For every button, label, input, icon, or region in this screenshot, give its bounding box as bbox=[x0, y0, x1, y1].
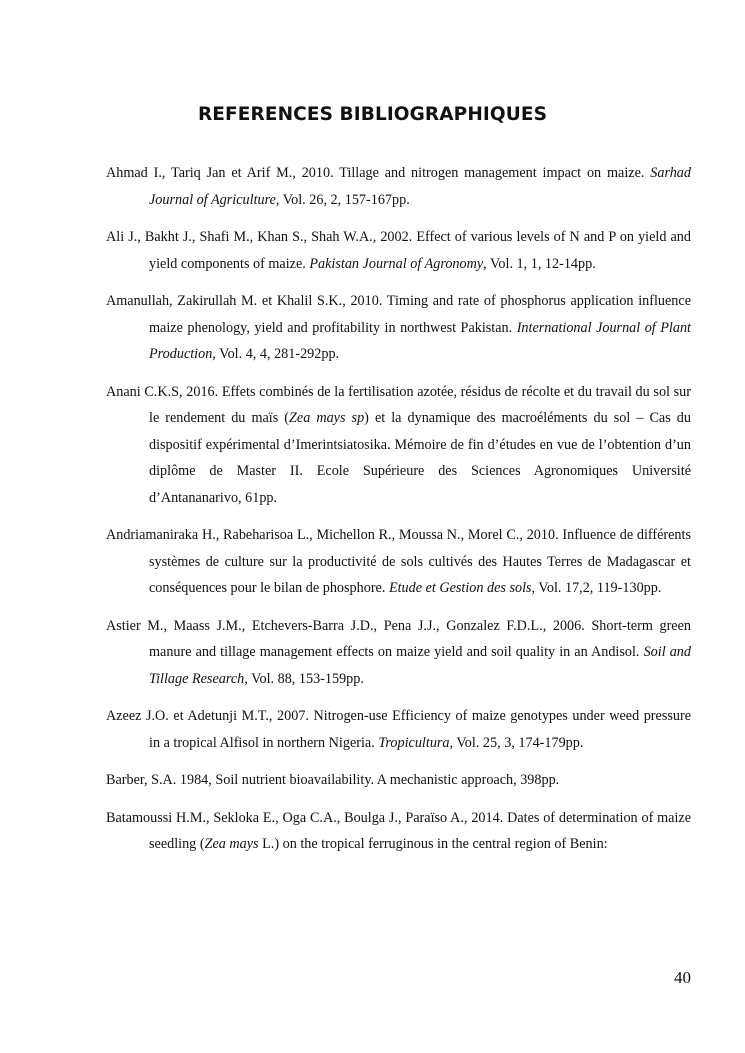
reference-species: Zea mays bbox=[204, 836, 259, 852]
reference-text: Anani C.K.S, 2016. Effets combinés de la fertilisation azotée, résidus de récolte et du travail du sol sur le rendement du maïs ( bbox=[106, 383, 691, 426]
reference-entry bbox=[106, 288, 691, 368]
page-title: REFERENCES BIBLIOGRAPHIQUES bbox=[197, 104, 548, 125]
reference-details: , Vol. 26, 2, 157-167pp. bbox=[275, 191, 410, 208]
reference-text: Batamoussi H.M., Sekloka E., Oga C.A., Boulga J., Paraïso A., 2014. Dates of determination of maize seedling ( bbox=[106, 809, 691, 852]
reference-details: ) et la dynamique des macroéléments du sol – Cas du dispositif expérimental d’Imerintsiatosika. Mémoire de fin d’études en vue de l’obtention d’un diplôme de Master II. Ecole Supérieure des Sciences Agronomiques Université d’Antananarivo, 61pp. bbox=[149, 410, 691, 506]
reference-text: Amanullah, Zakirullah M. et Khalil S.K., 2010. Timing and rate of phosphorus application influence maize phenology, yield and profitability in northwest Pakistan. bbox=[106, 293, 691, 336]
reference-journal: Pakistan Journal of Agronomy bbox=[309, 255, 484, 272]
reference-journal: Soil and Tillage Research bbox=[149, 644, 691, 687]
reference-details: , Vol. 88, 153-159pp. bbox=[244, 670, 364, 687]
reference-entry bbox=[106, 160, 691, 213]
reference-list bbox=[106, 160, 691, 869]
reference-entry bbox=[106, 767, 691, 794]
reference-text: Andriamaniraka H., Rabeharisoa L., Michellon R., Moussa N., Morel C., 2010. Influence de différents systèmes de culture sur la productivité de sols cultivés des Hautes Terres de Madagascar et conséquences pour le bilan de phosphore. bbox=[106, 527, 691, 596]
reference-details: L.) on the tropical ferruginous in the central region of Benin: bbox=[258, 836, 608, 852]
reference-details: , Vol. 25, 3, 174-179pp. bbox=[449, 734, 584, 751]
reference-journal: Etude et Gestion des sols bbox=[388, 580, 532, 596]
reference-entry bbox=[106, 379, 691, 512]
reference-species: Zea mays sp bbox=[289, 410, 365, 426]
reference-entry bbox=[106, 613, 691, 693]
reference-text: Astier M., Maass J.M., Etchevers-Barra J.D., Pena J.J., Gonzalez F.D.L., 2006. Short-term green manure and tillage management effects on maize yield and soil quality in an Andisol. bbox=[106, 617, 691, 660]
page-number: 40 bbox=[674, 968, 691, 987]
reference-journal: Sarhad Journal of Agriculture bbox=[149, 165, 691, 208]
reference-details: , Vol. 17,2, 119-130pp. bbox=[531, 580, 662, 596]
reference-details: , Vol. 1, 1, 12-14pp. bbox=[483, 255, 596, 272]
reference-text: Ahmad I., Tariq Jan et Arif M., 2010. Tillage and nitrogen management impact on maize. bbox=[106, 165, 651, 181]
reference-entry bbox=[106, 703, 691, 756]
reference-entry bbox=[106, 224, 691, 277]
reference-entry bbox=[106, 522, 691, 602]
reference-journal: Tropicultura bbox=[378, 734, 450, 751]
reference-text: Azeez J.O. et Adetunji M.T., 2007. Nitrogen-use Efficiency of maize genotypes under weed pressure in a tropical Alfisol in northern Nigeria. bbox=[106, 708, 691, 751]
reference-details: Vol. 4, 4, 281-292pp. bbox=[215, 346, 340, 362]
reference-entry bbox=[106, 805, 691, 858]
reference-journal: International Journal of Plant Production, bbox=[149, 319, 691, 362]
reference-text: Ali J., Bakht J., Shafi M., Khan S., Shah W.A., 2002. Effect of various levels of N and P on yield and yield components of maize. bbox=[106, 229, 691, 272]
reference-text: Barber, S.A. 1984, Soil nutrient bioavailability. A mechanistic approach, 398pp. bbox=[106, 772, 560, 788]
